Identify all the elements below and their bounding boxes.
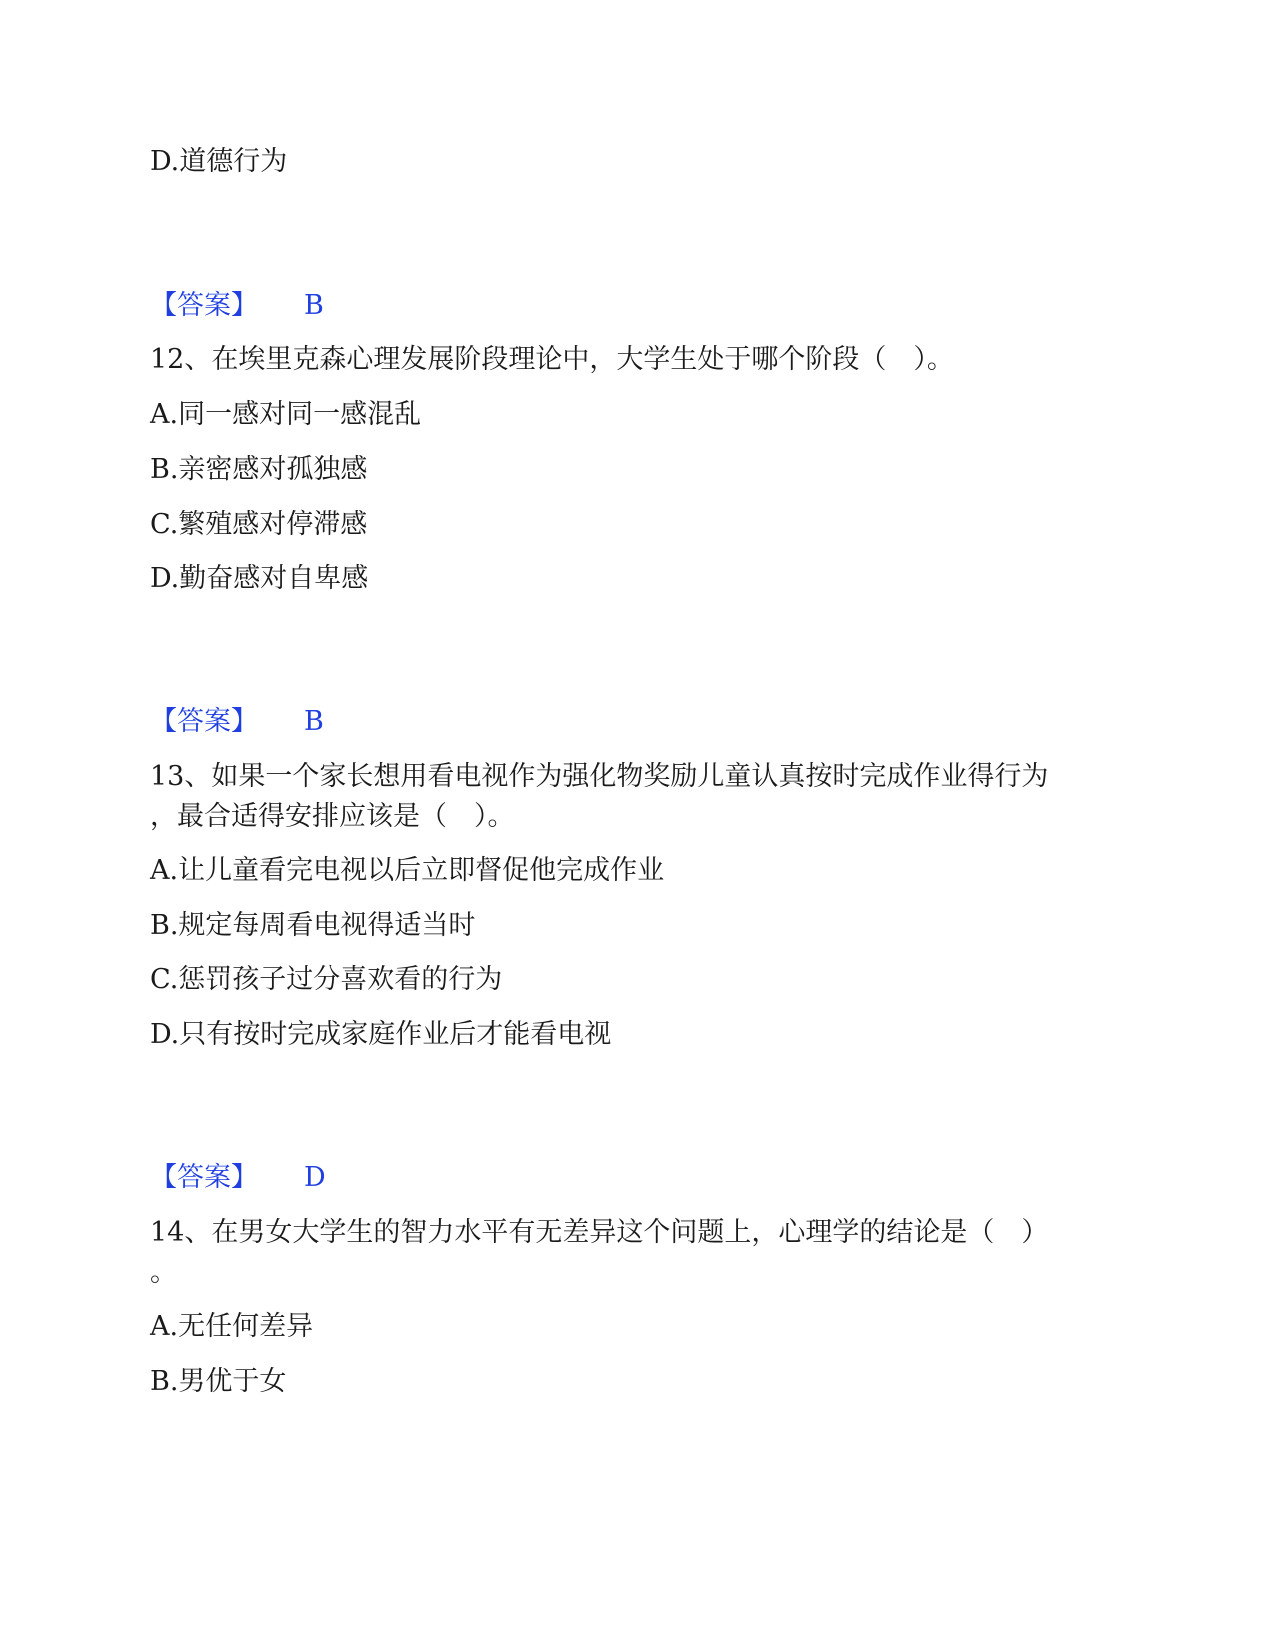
q13-option-d: D.只有按时完成家庭作业后才能看电视 bbox=[150, 1019, 612, 1050]
q13-option-a: A.让儿童看完电视以后立即督促他完成作业 bbox=[150, 855, 665, 886]
answer-label: 【答案】 bbox=[150, 1162, 258, 1193]
q12-option-b: B.亲密感对孤独感 bbox=[150, 454, 368, 485]
q12-stem: 12、在埃里克森心理发展阶段理论中，大学生处于哪个阶段（ ）。 bbox=[150, 344, 954, 375]
answer-value: B bbox=[304, 706, 324, 737]
q13-stem-line-1: 13、如果一个家长想用看电视作为强化物奖励儿童认真按时完成作业得行为 bbox=[150, 761, 1049, 792]
q13-stem-line-2: ，最合适得安排应该是（ ）。 bbox=[150, 801, 515, 832]
q13-option-b: B.规定每周看电视得适当时 bbox=[150, 910, 476, 941]
q12-option-a: A.同一感对同一感混乱 bbox=[150, 399, 422, 430]
q11-option-d: D.道德行为 bbox=[150, 146, 288, 177]
q11-answer bbox=[150, 288, 324, 324]
q12-option-d: D.勤奋感对自卑感 bbox=[150, 563, 369, 594]
q12-answer bbox=[150, 704, 324, 740]
answer-value: B bbox=[304, 290, 324, 321]
answer-label: 【答案】 bbox=[150, 290, 258, 321]
answer-label: 【答案】 bbox=[150, 706, 258, 737]
q13-option-c: C.惩罚孩子过分喜欢看的行为 bbox=[150, 964, 503, 995]
q14-option-b: B.男优于女 bbox=[150, 1366, 287, 1397]
q14-stem-line-2: 。 bbox=[150, 1257, 177, 1288]
q13-answer bbox=[150, 1160, 326, 1196]
q14-option-a: A.无任何差异 bbox=[150, 1311, 314, 1342]
q12-option-c: C.繁殖感对停滞感 bbox=[150, 509, 368, 540]
q14-stem-line-1: 14、在男女大学生的智力水平有无差异这个问题上，心理学的结论是（ ） bbox=[150, 1217, 1049, 1248]
answer-value: D bbox=[304, 1162, 326, 1193]
